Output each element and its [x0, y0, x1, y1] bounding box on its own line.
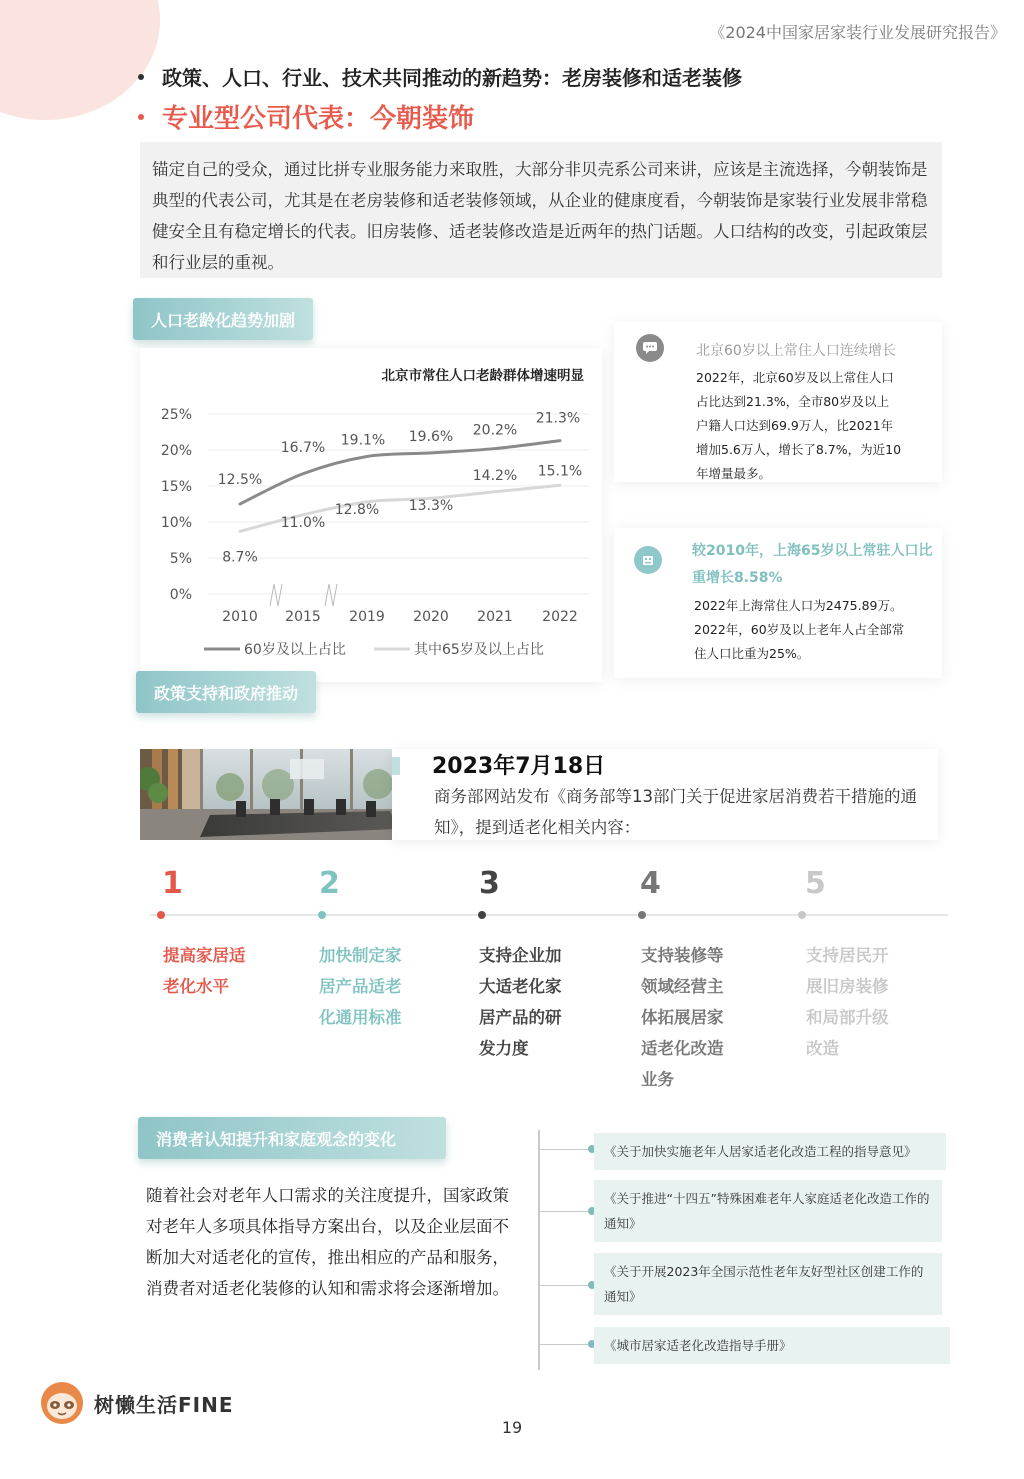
timeline-line: 适老化改造 — [641, 1039, 724, 1058]
bullet-dot — [138, 114, 144, 120]
timeline-line: 大适老化家 — [479, 977, 562, 996]
timeline-number-5: 5 — [805, 866, 826, 901]
policy-connector — [538, 1344, 594, 1345]
timeline-number-1: 1 — [162, 866, 183, 901]
building-icon — [634, 546, 662, 574]
y-tick-label: 10% — [160, 515, 192, 531]
company-heading — [138, 98, 474, 135]
shanghai-line: 住人口比重为25%。 — [694, 646, 810, 661]
timeline-line: 加快制定家 — [319, 946, 402, 965]
intro-paragraph: 锚定自己的受众，通过比拼专业服务能力来取胜，大部分非贝壳系公司来讲，应该是主流选择，今朝装饰是典型的代表公司，尤其是在老房装修和适老装修领域，从企业的健康度看，今朝装饰是家装行业发展非常稳健安全且有稳定增长的代表。旧房装修、适老装修改造是近两年的热门话题。人口结构的改变，引起政策层和行业层的重视。 — [140, 142, 942, 278]
timeline-line: 居产品的研 — [479, 1008, 562, 1027]
timeline-number-4: 4 — [640, 866, 661, 901]
data-label: 13.3% — [408, 498, 454, 515]
policy-connector — [538, 1285, 594, 1286]
data-label: 12.5% — [217, 472, 263, 488]
data-label: 19.1% — [340, 432, 386, 449]
x-tick-label: 2020 — [413, 609, 449, 625]
bullet-dot — [138, 74, 144, 80]
timeline-line: 和局部升级 — [806, 1008, 889, 1027]
data-label: 15.1% — [537, 463, 583, 480]
timeline-number-3: 3 — [479, 866, 500, 901]
company-heading-text: 专业型公司代表：今朝装饰 — [162, 104, 475, 134]
x-tick-label: 2015 — [285, 609, 321, 625]
shanghai-line: 2022年，60岁及以上老年人占全部常 — [694, 622, 905, 637]
beijing-card-body — [696, 366, 901, 486]
beijing-line: 2022年，北京60岁及以上常住人口 — [696, 370, 894, 385]
timeline-line: 支持企业加 — [479, 946, 562, 965]
timeline-number-2: 2 — [319, 866, 340, 901]
timeline-text-4 — [641, 940, 741, 1095]
y-tick-label: 20% — [160, 443, 192, 459]
shanghai-card-body — [694, 594, 904, 666]
consumer-paragraph: 随着社会对老年人口需求的关注度提升，国家政策对老年人多项具体指导方案出台，以及企业层面不断加大对适老化的宣传，推出相应的产品和服务，消费者对适老化装修的认知和需求将会逐渐增加。 — [146, 1186, 509, 1298]
page-number: 19 — [501, 1418, 523, 1437]
timeline-dot-4 — [638, 911, 646, 919]
timeline-text-3 — [479, 940, 579, 1064]
policy-rail — [538, 1130, 540, 1370]
x-tick-label: 2010 — [222, 609, 258, 625]
timeline-text-1 — [163, 940, 263, 1002]
shanghai-title-line: 重增长8.58% — [692, 570, 783, 586]
chart-title: 北京市常住人口老龄群体增速明显 — [381, 368, 584, 384]
timeline-text-2 — [319, 940, 419, 1033]
shanghai-info-card — [614, 528, 942, 678]
data-label: 19.6% — [408, 428, 454, 445]
data-label: 11.0% — [280, 514, 326, 531]
timeline-line: 老化水平 — [163, 977, 229, 996]
policy-item-2: 《关于推进“十四五”特殊困难老年人家庭适老化改造工作的通知》 — [594, 1180, 942, 1242]
beijing-line: 增加5.6万人，增长了8.7%，为近10 — [696, 442, 902, 457]
timeline-line: 领域经营主 — [641, 977, 724, 996]
timeline-line: 居产品适老 — [319, 977, 402, 996]
timeline-line: 提高家居适 — [163, 946, 246, 965]
timeline-line: 展旧房装修 — [806, 977, 889, 996]
aging-line-chart — [140, 348, 602, 682]
shanghai-title-line: 较2010年，上海65岁以上常驻人口比 — [692, 543, 933, 559]
timeline-line: 支持居民开 — [806, 946, 889, 965]
policy-item-1: 《关于加快实施老年人居家适老化改造工程的指导意见》 — [594, 1133, 946, 1170]
event-description: 商务部网站发布《商务部等13部门关于促进家居消费若干措施的通知》，提到适老化相关内容： — [434, 787, 917, 837]
data-label: 8.7% — [222, 549, 258, 566]
policy-connector — [538, 1211, 594, 1212]
x-tick-label: 2021 — [477, 609, 513, 625]
aging-chart-card — [140, 348, 602, 682]
report-header: 《2024中国家居家装行业发展研究报告》 — [709, 23, 1006, 42]
data-label: 21.3% — [535, 410, 581, 427]
timeline-line: 支持装修等 — [641, 946, 724, 965]
y-tick-label: 0% — [169, 587, 192, 603]
timeline-line: 体拓展居家 — [641, 1008, 724, 1027]
policy-connector — [538, 1149, 594, 1150]
beijing-line: 年增量最多。 — [696, 466, 772, 481]
trend-heading — [138, 62, 742, 91]
section-tag-consumer: 消费者认知提升和家庭观念的变化 — [138, 1117, 446, 1159]
legend-label: 60岁及以上占比 — [244, 642, 346, 658]
data-label: 20.2% — [472, 422, 518, 439]
beijing-info-card — [614, 322, 942, 482]
timeline-axis — [150, 914, 948, 916]
x-tick-label: 2019 — [349, 609, 385, 625]
data-label: 14.2% — [472, 467, 518, 484]
data-label: 16.7% — [280, 439, 326, 456]
policy-item-4: 《城市居家适老化改造指导手册》 — [594, 1327, 950, 1364]
axis-break-mark — [325, 584, 337, 606]
trend-heading-text: 政策、人口、行业、技术共同推动的新趋势：老房装修和适老装修 — [162, 66, 742, 90]
timeline-line: 改造 — [806, 1039, 839, 1058]
legend-label: 其中65岁及以上占比 — [414, 642, 544, 658]
timeline-dot-2 — [318, 911, 326, 919]
y-tick-label: 25% — [160, 407, 192, 423]
event-card — [392, 749, 938, 840]
brand-name: 树懒生活FINE — [94, 1392, 234, 1417]
timeline-line: 化通用标准 — [319, 1008, 402, 1027]
shanghai-line: 2022年上海常住人口为2475.89万。 — [694, 598, 903, 613]
data-label: 12.8% — [334, 501, 380, 518]
y-tick-label: 5% — [169, 551, 192, 567]
timeline-dot-1 — [157, 911, 165, 919]
shanghai-card-title — [692, 538, 932, 592]
timeline-text-5 — [806, 940, 906, 1064]
event-marker — [392, 757, 400, 775]
axis-break-mark — [270, 584, 282, 606]
beijing-line: 占比达到21.3%，全市80岁及以上 — [696, 394, 890, 409]
timeline-line: 发力度 — [479, 1039, 529, 1058]
chat-bubble-icon — [636, 334, 664, 362]
timeline-line: 业务 — [641, 1070, 674, 1089]
timeline-dot-3 — [478, 911, 486, 919]
beijing-card-title: 北京60岁以上常住人口连续增长 — [696, 343, 896, 359]
event-date: 2023年7月18日 — [432, 754, 606, 779]
y-tick-label: 15% — [160, 479, 192, 495]
x-tick-label: 2022 — [542, 609, 578, 625]
policy-item-3: 《关于开展2023年全国示范性老年友好型社区创建工作的通知》 — [594, 1253, 942, 1315]
beijing-line: 户籍人口达到69.9万人，比2021年 — [696, 418, 894, 433]
timeline-dot-5 — [798, 911, 806, 919]
section-tag-aging: 人口老龄化趋势加剧 — [133, 298, 313, 340]
section-tag-policy: 政策支持和政府推动 — [136, 671, 316, 713]
meeting-room-photo — [140, 749, 398, 840]
corner-decoration — [0, 0, 160, 120]
